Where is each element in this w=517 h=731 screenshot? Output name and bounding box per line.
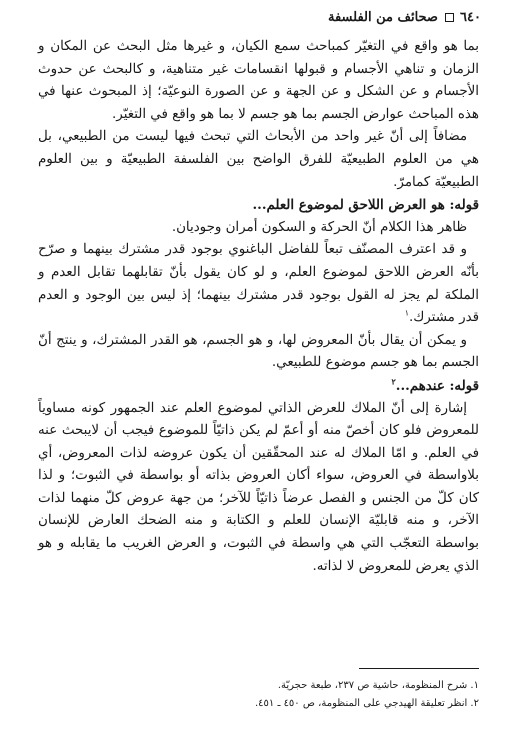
paragraph — [38, 239, 479, 329]
quote-heading: قوله: هو العرض اللاحق لموضوع العلم... — [252, 197, 479, 214]
paragraph-text: و قد اعترف المصنّف تبعاً للفاضل الباغنوي بوجود قدر مشترك بينهما و صرّح بأنّه العرض اللاحق لموضوع العلم، و لو كان يقول بأنّ تقابلهما تقابل العدم و الملكة لم يجز له القول بوجود قدر مشترك بينهما؛ إذ ليس بين الوجود و العدم قدر مشترك. — [38, 242, 479, 326]
paragraph: ظاهر هذا الكلام أنّ الحركة و السكون أمران وجوديان. — [171, 219, 467, 235]
footnote-marker: ٢ — [391, 376, 396, 387]
book-title: صحائف من الفلسفة — [328, 10, 438, 25]
paragraph: بما هو واقع في التغيّر كمباحث سمع الكيان، و غيرها مثل البحث عن المكان و الزمان و تناهي الأجسام و قبولها انقسامات غير متناهية، و كالبحث عن حدوث الأجسام و عن الشكل و عن الجهة و عن الصورة النوعيّة؛ إذ المبحوث عنها في هذه المباحث عوارض الجسم بما هو جسم لا بما هو واقع في التغيّر. — [38, 39, 479, 122]
square-ornament-icon — [445, 13, 454, 22]
paragraph: و يمكن أن يقال بأنّ المعروض لها، و هو الجسم، هو القدر المشترك، و ينتج أنّ الجسم بما هو جسم موضوع للطبيعي. — [38, 332, 479, 371]
quote-text: قوله: عندهم... — [395, 377, 479, 394]
page-body — [38, 36, 479, 578]
page-number: ٦٤٠ — [460, 10, 481, 25]
footnote-marker: ١ — [404, 308, 409, 318]
paragraph: إشارة إلى أنّ الملاك للعرض الذاتي لموضوع العلم عند الجمهور كونه مساوياً للمعروض فلو كان أخصّ منه أو أعمّ لم يكن ذاتيّاً للموضوع فيجب أن لايبحث عنه في العلم. و امّا الملاك له عند المحقّقين أن يكون عروضه لذات المعروض، أي بلاواسطة في العروض، سواء أكان العروض بذاته أو بواسطة في الثبوت؛ و لذا كان كلّ من الجنس و الفصل عرضاً ذاتيّاً للآخر؛ من جهة عروض كلّ منهما لذات الآخر، و منه قابليّة الإنسان للعلم و الكتابة و منه الضحك العارض للإنسان بواسطة التعجّب التي هي واسطة في الثبوت، و العرض الغريب ما يقابله و هو الذي يعرض للمعروض لا لذاته. — [38, 400, 479, 574]
paragraph: مضافاً إلى أنّ غير واحد من الأبحاث التي تبحث فيها ليست من الطبيعي، بل هي من العلوم الطبيعيّة للفرق الواضح بين الفلسفة الطبيعيّة و بين العلوم الطبيعيّة كمامرّ. — [38, 129, 479, 190]
running-header — [328, 10, 481, 25]
footnote-divider — [359, 668, 479, 669]
quote-heading — [38, 375, 479, 398]
footnote: ٢. انظر تعليقة الهيدجي على المنظومة، ص ٤٥٠ ـ ٤٥١. — [254, 698, 479, 709]
footnote: ١. شرح المنظومة، حاشية ص ٢٣٧، طبعة حجريّة. — [277, 680, 479, 691]
